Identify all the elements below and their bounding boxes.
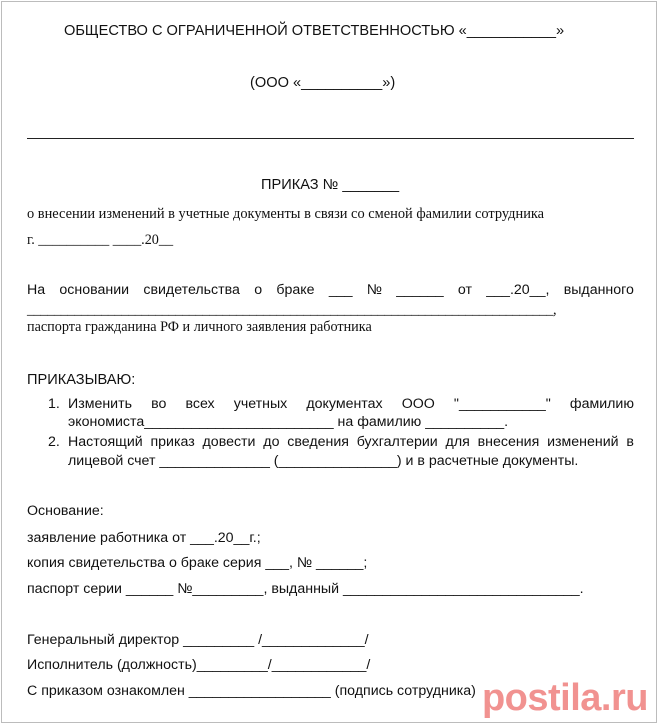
- grounds-heading: Основание:: [27, 503, 104, 519]
- item-word: для: [445, 434, 470, 450]
- basis-word: от: [457, 282, 472, 298]
- item-word: "___________": [453, 396, 551, 412]
- basis-word: выданного: [563, 282, 634, 298]
- signature-acknowledgement: С приказом ознакомлен __________________ (подпись сотрудника): [27, 683, 476, 699]
- item-word: бухгалтерии: [356, 434, 438, 450]
- order-city-date: г. __________ ____.20__: [27, 232, 174, 248]
- page-frame: [1, 1, 657, 723]
- command-item-2-line-1: [68, 433, 634, 451]
- basis-word: свидетельства: [143, 282, 240, 298]
- postila-watermark-logo: postila.ru: [481, 677, 648, 719]
- basis-word: №: [366, 282, 383, 298]
- item-word: сведения: [287, 434, 349, 450]
- basis-word: ___: [328, 282, 353, 298]
- basis-line-3: паспорта гражданина РФ и личного заявления работника: [27, 319, 372, 335]
- item-word: внесения: [477, 434, 540, 450]
- item-word: во: [151, 396, 167, 412]
- item-word: документах: [306, 396, 383, 412]
- basis-word: о: [254, 282, 263, 298]
- item-word: в: [626, 434, 634, 450]
- item-word: изменений: [547, 434, 619, 450]
- command-heading: ПРИКАЗЫВАЮ:: [27, 372, 136, 388]
- basis-word: ___.20__,: [486, 282, 550, 298]
- signature-executor: Исполнитель (должность)_________/____________/: [27, 657, 371, 673]
- company-short-name: (ООО «__________»): [250, 75, 396, 91]
- item-word: ООО: [401, 396, 435, 412]
- order-title: ПРИКАЗ № _______: [261, 177, 400, 193]
- item-word: Настоящий: [68, 434, 143, 450]
- basis-line-1: [27, 281, 634, 299]
- grounds-passport: паспорт серии ______ №_________, выданный ______________________________.: [27, 581, 584, 597]
- signature-director: Генеральный директор _________ /_____________/: [27, 632, 369, 648]
- order-document: [2, 2, 657, 723]
- item-word: всех: [185, 396, 215, 412]
- item-word: фамилию: [569, 396, 634, 412]
- basis-line-2: ______________________________________________________________________________,: [27, 302, 557, 318]
- item-word: довести: [202, 434, 256, 450]
- item-word: до: [263, 434, 280, 450]
- company-full-name: ОБЩЕСТВО С ОГРАНИЧЕННОЙ ОТВЕТСТВЕННОСТЬЮ «___________»: [64, 23, 565, 39]
- command-item-number: 1.: [48, 396, 60, 412]
- basis-word: На: [27, 282, 46, 298]
- grounds-application: заявление работника от ___.20__г.;: [27, 530, 261, 546]
- command-item-2-line-2: лицевой счет ______________ (_______________) и в расчетные документы.: [68, 453, 579, 469]
- grounds-marriage-certificate: копия свидетельства о браке серия ___, № ______;: [27, 555, 368, 571]
- basis-word: основании: [59, 282, 130, 298]
- command-item-1-line-1: [68, 395, 634, 413]
- basis-word: ______: [396, 282, 444, 298]
- basis-word: браке: [276, 282, 315, 298]
- item-word: приказ: [150, 434, 195, 450]
- item-word: учетных: [233, 396, 288, 412]
- item-word: Изменить: [68, 396, 132, 412]
- command-item-number: 2.: [48, 434, 60, 450]
- header-divider: [27, 138, 634, 139]
- command-item-1-line-2: экономиста________________________ на фамилию __________.: [68, 414, 509, 430]
- order-subject: о внесении изменений в учетные документы в связи со сменой фамилии сотрудника: [27, 206, 545, 222]
